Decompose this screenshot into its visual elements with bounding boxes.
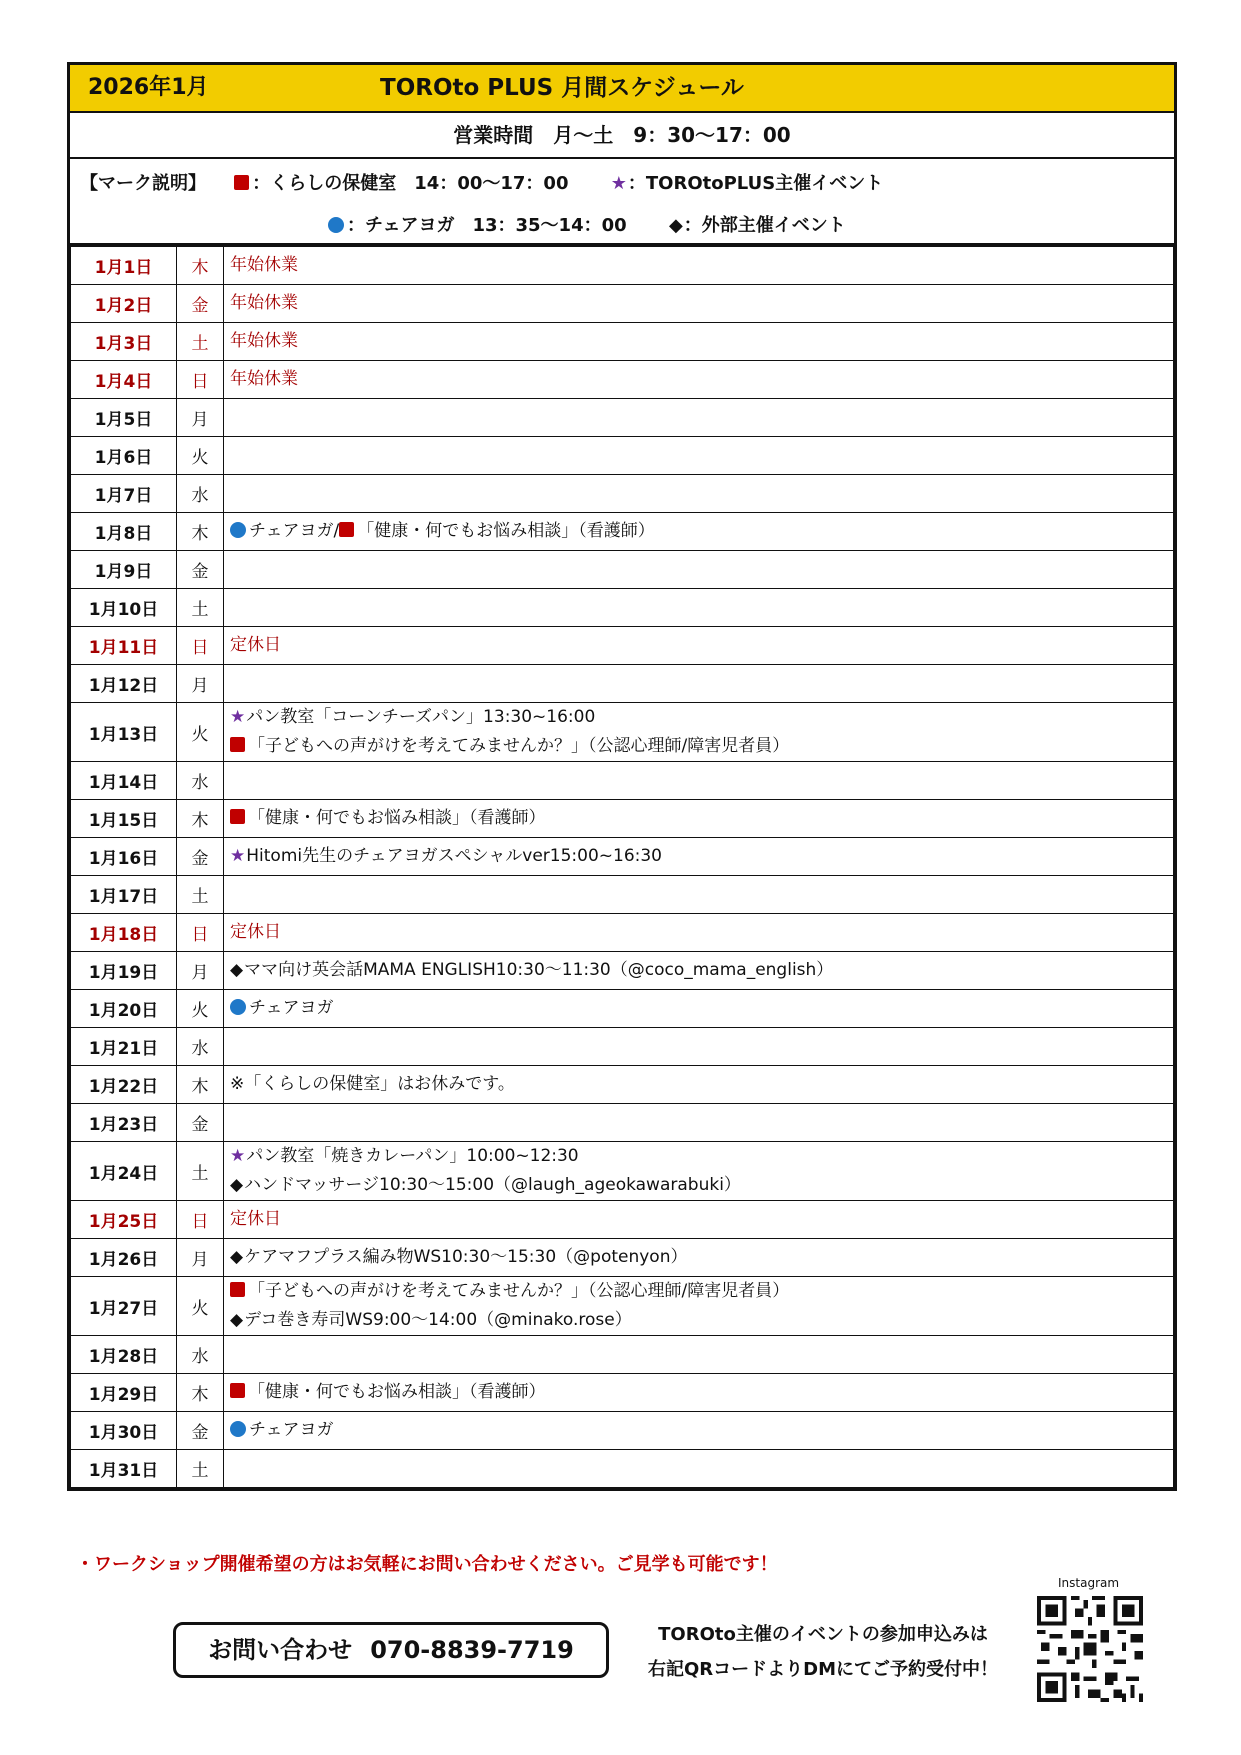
date-cell: 1月14日 xyxy=(71,762,177,800)
event-cell xyxy=(224,361,1174,399)
page-title: TOROto PLUS 月間スケジュール xyxy=(380,75,744,101)
event-text: パン教室「コーンチーズパン」13:30~16:00 xyxy=(246,707,596,727)
legend-circle xyxy=(328,211,627,237)
legend-diamond xyxy=(669,211,846,237)
table-row xyxy=(71,1374,1174,1412)
event-line xyxy=(230,917,1173,948)
event-cell xyxy=(224,1066,1174,1104)
weekday-cell: 木 xyxy=(177,513,224,551)
weekday-cell: 水 xyxy=(177,1028,224,1066)
table-row xyxy=(71,1450,1174,1488)
event-line xyxy=(230,1069,1173,1100)
table-row xyxy=(71,1239,1174,1277)
event-cell xyxy=(224,437,1174,475)
square-mark-icon xyxy=(339,522,354,537)
weekday-cell: 木 xyxy=(177,1374,224,1412)
event-cell xyxy=(224,551,1174,589)
event-line xyxy=(230,1171,1173,1200)
event-line xyxy=(230,955,1173,986)
circle-mark-icon xyxy=(230,522,246,538)
date-cell: 1月30日 xyxy=(71,1412,177,1450)
date-cell: 1月26日 xyxy=(71,1239,177,1277)
event-cell xyxy=(224,1336,1174,1374)
date-cell: 1月28日 xyxy=(71,1336,177,1374)
event-text: 定休日 xyxy=(230,635,281,655)
legend-square-text: ：くらしの保健室 14：00～17：00 xyxy=(252,173,569,194)
weekday-cell: 土 xyxy=(177,1450,224,1488)
event-cell xyxy=(224,399,1174,437)
title-bar xyxy=(70,65,1174,113)
event-cell xyxy=(224,1450,1174,1488)
qr-text-line-2: 右記QRコードよりDMにてご予約受付中！ xyxy=(647,1659,998,1680)
event-text: ※「くらしの保健室」はお休みです。 xyxy=(230,1074,515,1094)
table-row xyxy=(71,800,1174,838)
legend-diamond-text: ：外部主催イベント xyxy=(683,215,846,236)
schedule-sheet xyxy=(67,62,1177,1491)
event-text: 年始休業 xyxy=(230,331,298,351)
table-row xyxy=(71,285,1174,323)
month-label: 2026年1月 xyxy=(88,75,209,100)
contact-label: お問い合わせ xyxy=(208,1636,353,1664)
table-row xyxy=(71,513,1174,551)
weekday-cell: 土 xyxy=(177,876,224,914)
legend xyxy=(70,159,1174,246)
weekday-cell: 日 xyxy=(177,627,224,665)
weekday-cell: 金 xyxy=(177,1412,224,1450)
table-row xyxy=(71,1066,1174,1104)
table-row xyxy=(71,589,1174,627)
weekday-cell: 日 xyxy=(177,914,224,952)
event-line xyxy=(230,732,1173,761)
date-cell: 1月29日 xyxy=(71,1374,177,1412)
table-row xyxy=(71,475,1174,513)
event-text: チェアヨガ/ xyxy=(249,521,340,541)
table-row xyxy=(71,1277,1174,1336)
legend-star xyxy=(611,169,883,195)
event-cell xyxy=(224,627,1174,665)
date-cell: 1月5日 xyxy=(71,399,177,437)
event-text: Hitomi先生のチェアヨガスペシャルver15:00~16:30 xyxy=(246,846,662,866)
event-cell xyxy=(224,589,1174,627)
event-text: 定休日 xyxy=(230,922,281,942)
date-cell: 1月21日 xyxy=(71,1028,177,1066)
square-mark-icon xyxy=(234,175,249,190)
event-text: チェアヨガ xyxy=(249,998,334,1018)
event-line xyxy=(230,1142,1173,1171)
event-text: ママ向け英会話MAMA ENGLISH10:30～11:30（@coco_mama_english） xyxy=(244,960,834,980)
weekday-cell: 火 xyxy=(177,703,224,762)
circle-mark-icon xyxy=(328,217,344,233)
event-text: 定休日 xyxy=(230,1209,281,1229)
date-cell: 1月11日 xyxy=(71,627,177,665)
date-cell: 1月2日 xyxy=(71,285,177,323)
weekday-cell: 日 xyxy=(177,361,224,399)
event-line xyxy=(230,841,1173,872)
star-icon: ★ xyxy=(230,1146,246,1166)
square-mark-icon xyxy=(230,1282,245,1297)
event-cell xyxy=(224,838,1174,876)
star-icon: ★ xyxy=(230,707,246,727)
weekday-cell: 火 xyxy=(177,437,224,475)
event-text: チェアヨガ xyxy=(249,1420,334,1440)
table-row xyxy=(71,627,1174,665)
instagram-label: Instagram xyxy=(1058,1576,1120,1590)
weekday-cell: 火 xyxy=(177,1277,224,1336)
weekday-cell: 金 xyxy=(177,838,224,876)
weekday-cell: 水 xyxy=(177,1336,224,1374)
date-cell: 1月6日 xyxy=(71,437,177,475)
table-row xyxy=(71,703,1174,762)
event-cell xyxy=(224,665,1174,703)
event-text: 「健康・何でもお悩み相談」（看護師） xyxy=(248,1382,546,1402)
table-row xyxy=(71,361,1174,399)
circle-mark-icon xyxy=(230,1421,246,1437)
weekday-cell: 月 xyxy=(177,399,224,437)
diamond-icon: ◆ xyxy=(230,1247,244,1267)
weekday-cell: 土 xyxy=(177,1142,224,1201)
calendar-table xyxy=(70,246,1174,1488)
workshop-note: ・ワークショップ開催希望の方はお気軽にお問い合わせください。ご見学も可能です！ xyxy=(76,1554,778,1575)
weekday-cell: 木 xyxy=(177,247,224,285)
event-text: 「健康・何でもお悩み相談」（看護師） xyxy=(248,808,546,828)
date-cell: 1月15日 xyxy=(71,800,177,838)
event-cell xyxy=(224,762,1174,800)
event-line xyxy=(230,516,1173,547)
date-cell: 1月17日 xyxy=(71,876,177,914)
date-cell: 1月22日 xyxy=(71,1066,177,1104)
qr-instructions xyxy=(628,1617,1018,1687)
event-text: 「子どもへの声がけを考えてみませんか？」（公認心理師/障害児者員） xyxy=(248,736,790,756)
event-cell xyxy=(224,513,1174,551)
event-line xyxy=(230,1306,1173,1335)
weekday-cell: 水 xyxy=(177,762,224,800)
instagram-qr-code[interactable] xyxy=(1037,1596,1143,1702)
table-row xyxy=(71,952,1174,990)
event-line xyxy=(230,1415,1173,1446)
square-mark-icon xyxy=(230,737,245,752)
diamond-icon: ◆ xyxy=(668,215,683,236)
weekday-cell: 木 xyxy=(177,1066,224,1104)
event-cell xyxy=(224,323,1174,361)
qr-text-line-1: TOROto主催のイベントの参加申込みは xyxy=(658,1624,988,1645)
event-cell xyxy=(224,1201,1174,1239)
event-cell xyxy=(224,1277,1174,1336)
event-line xyxy=(230,1242,1173,1273)
event-text: 「子どもへの声がけを考えてみませんか？」（公認心理師/障害児者員） xyxy=(248,1281,790,1301)
event-line xyxy=(230,1204,1173,1235)
table-row xyxy=(71,1412,1174,1450)
event-line xyxy=(230,326,1173,357)
event-line xyxy=(230,364,1173,395)
event-cell xyxy=(224,703,1174,762)
event-text: 「健康・何でもお悩み相談」（看護師） xyxy=(357,521,655,541)
legend-square xyxy=(234,169,568,195)
table-row xyxy=(71,876,1174,914)
table-row xyxy=(71,762,1174,800)
date-cell: 1月1日 xyxy=(71,247,177,285)
date-cell: 1月25日 xyxy=(71,1201,177,1239)
event-cell xyxy=(224,475,1174,513)
weekday-cell: 木 xyxy=(177,800,224,838)
event-cell xyxy=(224,247,1174,285)
event-line xyxy=(230,630,1173,661)
event-text: ハンドマッサージ10:30～15:00（@laugh_ageokawarabuki） xyxy=(244,1175,741,1195)
event-line xyxy=(230,1277,1173,1306)
table-row xyxy=(71,914,1174,952)
date-cell: 1月24日 xyxy=(71,1142,177,1201)
table-row xyxy=(71,247,1174,285)
event-text: ケアマフプラス編み物WS10:30～15:30（@potenyon） xyxy=(244,1247,688,1267)
event-cell xyxy=(224,1028,1174,1066)
date-cell: 1月16日 xyxy=(71,838,177,876)
event-cell xyxy=(224,1104,1174,1142)
table-row xyxy=(71,1336,1174,1374)
table-row xyxy=(71,323,1174,361)
table-row xyxy=(71,990,1174,1028)
date-cell: 1月23日 xyxy=(71,1104,177,1142)
date-cell: 1月18日 xyxy=(71,914,177,952)
date-cell: 1月20日 xyxy=(71,990,177,1028)
event-line xyxy=(230,288,1173,319)
event-line xyxy=(230,250,1173,281)
event-text: 年始休業 xyxy=(230,369,298,389)
weekday-cell: 金 xyxy=(177,551,224,589)
event-text: デコ巻き寿司WS9:00～14:00（@minako.rose） xyxy=(244,1310,632,1330)
legend-label: 【マーク説明】 xyxy=(80,173,206,194)
event-cell xyxy=(224,1374,1174,1412)
date-cell: 1月27日 xyxy=(71,1277,177,1336)
square-mark-icon xyxy=(230,1383,245,1398)
star-icon: ★ xyxy=(230,846,246,866)
table-row xyxy=(71,1201,1174,1239)
date-cell: 1月10日 xyxy=(71,589,177,627)
square-mark-icon xyxy=(230,809,245,824)
contact-number[interactable]: 070-8839-7719 xyxy=(370,1636,574,1664)
event-line xyxy=(230,703,1173,732)
table-row xyxy=(71,437,1174,475)
date-cell: 1月12日 xyxy=(71,665,177,703)
table-row xyxy=(71,399,1174,437)
date-cell: 1月3日 xyxy=(71,323,177,361)
date-cell: 1月13日 xyxy=(71,703,177,762)
weekday-cell: 月 xyxy=(177,952,224,990)
event-cell xyxy=(224,876,1174,914)
weekday-cell: 月 xyxy=(177,1239,224,1277)
legend-circle-text: ：チェアヨガ 13：35～14：00 xyxy=(347,215,627,236)
contact-box xyxy=(173,1622,609,1678)
business-hours: 営業時間 月～土 9：30～17：00 xyxy=(70,113,1174,159)
circle-mark-icon xyxy=(230,999,246,1015)
diamond-icon: ◆ xyxy=(230,960,244,980)
weekday-cell: 火 xyxy=(177,990,224,1028)
event-cell xyxy=(224,990,1174,1028)
date-cell: 1月31日 xyxy=(71,1450,177,1488)
event-line xyxy=(230,803,1173,834)
event-cell xyxy=(224,914,1174,952)
table-row xyxy=(71,1142,1174,1201)
date-cell: 1月4日 xyxy=(71,361,177,399)
event-cell xyxy=(224,1142,1174,1201)
event-cell xyxy=(224,952,1174,990)
date-cell: 1月7日 xyxy=(71,475,177,513)
table-row xyxy=(71,551,1174,589)
weekday-cell: 金 xyxy=(177,1104,224,1142)
table-row xyxy=(71,1028,1174,1066)
event-cell xyxy=(224,1412,1174,1450)
date-cell: 1月19日 xyxy=(71,952,177,990)
event-text: 年始休業 xyxy=(230,293,298,313)
event-text: 年始休業 xyxy=(230,255,298,275)
event-line xyxy=(230,1377,1173,1408)
weekday-cell: 水 xyxy=(177,475,224,513)
legend-star-text: ：TOROtoPLUS主催イベント xyxy=(627,173,884,194)
weekday-cell: 月 xyxy=(177,665,224,703)
table-row xyxy=(71,838,1174,876)
event-cell xyxy=(224,1239,1174,1277)
event-text: パン教室「焼きカレーパン」10:00~12:30 xyxy=(246,1146,579,1166)
weekday-cell: 土 xyxy=(177,589,224,627)
weekday-cell: 金 xyxy=(177,285,224,323)
diamond-icon: ◆ xyxy=(230,1310,244,1330)
star-icon: ★ xyxy=(610,173,627,194)
event-line xyxy=(230,993,1173,1024)
event-cell xyxy=(224,285,1174,323)
event-cell xyxy=(224,800,1174,838)
date-cell: 1月9日 xyxy=(71,551,177,589)
table-row xyxy=(71,665,1174,703)
weekday-cell: 土 xyxy=(177,323,224,361)
table-row xyxy=(71,1104,1174,1142)
date-cell: 1月8日 xyxy=(71,513,177,551)
diamond-icon: ◆ xyxy=(230,1175,244,1195)
weekday-cell: 日 xyxy=(177,1201,224,1239)
